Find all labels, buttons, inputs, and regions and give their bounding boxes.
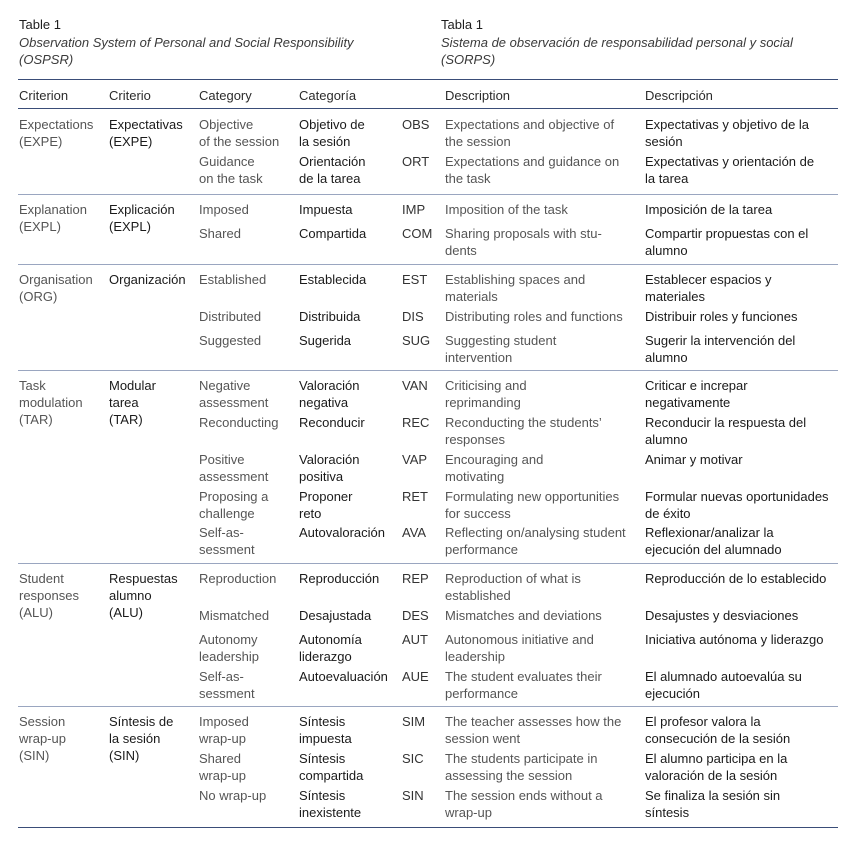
criterion-cell-line: wrap-up [19,731,66,746]
descripcion-cell-line: Criticar e increpar [645,378,748,393]
code-cell: SIC [402,751,424,766]
descripcion-cell [645,414,845,448]
descripcion-cell-line: de éxito [645,506,691,521]
descripcion-cell-line: Sugerir la intervención del [645,333,796,348]
description-cell-line: motivating [445,469,505,484]
descripcion-cell-line: Animar y motivar [645,452,743,467]
description-cell-line: assessing the session [445,768,573,783]
description-cell-line: intervention [445,350,513,365]
description-cell [445,787,641,821]
categoria-cell-line: Autovaloración [299,525,385,540]
description-cell-line: Mismatches and deviations [445,608,602,623]
descripcion-cell-line: alumno [645,432,688,447]
categoria-cell-line: Reconducir [299,415,365,430]
code-cell: SIM [402,714,426,729]
categoria-cell [299,524,399,541]
group-separator [18,563,838,564]
criterion-cell [19,377,109,428]
criterio-cell [109,713,197,764]
category-cell-line: Shared [199,751,241,766]
header-criterion: Criterion [19,88,69,103]
description-cell-line: Imposition of the task [445,202,568,217]
descripcion-cell [645,451,845,468]
categoria-cell-line: Síntesis [299,751,346,766]
category-cell-line: Self-as- [199,525,244,540]
descripcion-cell-line: El profesor valora la [645,714,761,729]
categoria-cell [299,225,399,242]
description-cell-line: established [445,588,511,603]
category-cell-line: Negative [199,378,251,393]
category-cell-line: Distributed [199,309,262,324]
description-cell [445,153,641,187]
code-cell: VAN [402,378,428,393]
description-cell-line: The teacher assesses how the [445,714,622,729]
categoria-cell [299,750,399,784]
description-cell [445,116,641,150]
category-cell-line: Shared [199,226,241,241]
categoria-cell [299,787,399,821]
description-cell-line: responses [445,432,505,447]
category-cell-line: Imposed [199,714,249,729]
header-description: Description [445,88,511,103]
code-cell: DES [402,608,429,623]
categoria-cell-line: Autonomía [299,632,362,647]
header-rule [18,108,838,109]
category-cell-line: of the session [199,134,280,149]
descripcion-cell-line: Expectativas y orientación de [645,154,815,169]
category-cell [199,225,295,242]
categoria-cell-line: Establecida [299,272,367,287]
category-cell [199,201,295,218]
criterion-cell-line: Explanation [19,202,87,217]
description-cell [445,271,641,305]
criterio-cell-line: (ALU) [109,605,143,620]
category-cell [199,332,295,349]
criterio-cell-line: (TAR) [109,412,143,427]
category-cell [199,607,295,624]
categoria-cell-line: compartida [299,768,364,783]
description-cell-line: The session ends without a [445,788,603,803]
category-cell [199,570,295,587]
description-cell-line: wrap-up [445,805,492,820]
categoria-cell [299,414,399,431]
criterion-cell-line: Student [19,571,64,586]
category-cell-line: No wrap-up [199,788,267,803]
code-cell: IMP [402,202,426,217]
criterio-cell-line: (EXPL) [109,219,151,234]
descripcion-cell-line: ejecución [645,686,700,701]
code-cell: SUG [402,333,431,348]
criterion-cell [19,201,109,235]
categoria-cell [299,488,399,522]
category-cell [199,631,295,665]
criterion-cell-line: (ALU) [19,605,53,620]
descripcion-cell-line: valoración de la sesión [645,768,778,783]
descripcion-cell [645,524,845,558]
categoria-cell-line: negativa [299,395,349,410]
descripcion-cell [645,116,845,150]
category-cell-line: Reconducting [199,415,279,430]
caption-spanish [441,16,841,69]
descripcion-cell [645,153,845,187]
descripcion-cell [645,631,845,648]
category-cell [199,488,295,522]
criterion-cell [19,713,109,764]
description-cell [445,524,641,558]
categoria-cell-line: reto [299,506,322,521]
criterio-cell-line: Modular [109,378,156,393]
category-cell-line: on the task [199,171,263,186]
group-separator [18,370,838,371]
category-cell [199,377,295,411]
descripcion-cell-line: consecución de la sesión [645,731,791,746]
criterio-cell [109,271,197,288]
descripcion-cell [645,488,845,522]
category-cell-line: leadership [199,649,259,664]
criterio-cell-line: tarea [109,395,139,410]
description-cell-line: leadership [445,649,505,664]
category-cell [199,451,295,485]
category-cell-line: Suggested [199,333,262,348]
descripcion-cell-line: alumno [645,243,688,258]
descripcion-cell-line: Desajustes y desviaciones [645,608,799,623]
descripcion-cell-line: síntesis [645,805,690,820]
description-cell-line: reprimanding [445,395,521,410]
description-cell-line: Reconducting the students’ [445,415,602,430]
description-cell-line: session went [445,731,521,746]
table-subtitle-en-line1: Observation System of Personal and Social Responsibility [19,34,354,50]
description-cell-line: Distributing roles and functions [445,309,623,324]
category-cell [199,524,295,558]
descripcion-cell [645,377,845,411]
category-cell-line: Proposing a [199,489,269,504]
category-cell-line: sessment [199,542,255,557]
category-cell-line: Self-as- [199,669,244,684]
descripcion-cell [645,713,845,747]
description-cell [445,451,641,485]
categoria-cell-line: Valoración [299,452,360,467]
code-cell: AUT [402,632,428,647]
descripcion-cell-line: Formular nuevas oportunidades [645,489,829,504]
description-cell [445,308,641,325]
criterio-cell-line: Explicación [109,202,175,217]
category-cell-line: Established [199,272,267,287]
criterio-cell-line: la sesión [109,731,161,746]
categoria-cell [299,607,399,624]
categoria-cell-line: positiva [299,469,344,484]
categoria-cell-line: Desajustada [299,608,372,623]
categoria-cell-line: Impuesta [299,202,353,217]
category-cell-line: Reproduction [199,571,277,586]
categoria-cell-line: Proponer [299,489,353,504]
descripcion-cell-line: El alumno participa en la [645,751,788,766]
category-cell [199,153,295,187]
criterion-cell-line: (ORG) [19,289,58,304]
descripcion-cell-line: Establecer espacios y [645,272,772,287]
criterio-cell-line: (SIN) [109,748,140,763]
category-cell [199,750,295,784]
categoria-cell [299,116,399,150]
category-cell-line: wrap-up [199,768,246,783]
description-cell-line: Criticising and [445,378,527,393]
code-cell: DIS [402,309,424,324]
table-bottom-rule [18,827,838,828]
descripcion-cell-line: Iniciativa autónoma y liderazgo [645,632,824,647]
categoria-cell-line: Síntesis [299,788,346,803]
description-cell-line: Encouraging and [445,452,544,467]
category-cell [199,668,295,702]
category-cell [199,414,295,431]
description-cell [445,750,641,784]
description-cell-line: Formulating new opportunities [445,489,620,504]
description-cell-line: the session [445,134,511,149]
description-cell [445,488,641,522]
descripcion-cell [645,668,845,702]
description-cell-line: for success [445,506,511,521]
categoria-cell-line: Autoevaluación [299,669,388,684]
category-cell-line: Guidance [199,154,255,169]
criterion-cell [19,570,109,621]
descripcion-cell [645,271,845,305]
descripcion-cell-line: sesión [645,134,683,149]
categoria-cell-line: Distribuida [299,309,361,324]
criterion-cell-line: (TAR) [19,412,53,427]
code-cell: REC [402,415,430,430]
description-cell-line: Sharing proposals with stu- [445,226,602,241]
header-descripcion: Descripción [645,88,713,103]
description-cell-line: Autonomous initiative and [445,632,594,647]
description-cell-line: dents [445,243,477,258]
criterio-cell-line: Síntesis de [109,714,174,729]
criterion-cell-line: (EXPE) [19,134,63,149]
description-cell-line: materials [445,289,498,304]
descripcion-cell-line: Reproducción de lo establecido [645,571,827,586]
code-cell: EST [402,272,428,287]
code-cell: SIN [402,788,424,803]
category-cell-line: Mismatched [199,608,270,623]
description-cell [445,713,641,747]
categoria-cell [299,631,399,665]
description-cell-line: performance [445,542,518,557]
category-cell-line: Imposed [199,202,249,217]
description-cell [445,631,641,665]
header-categoria: Categoría [299,88,357,103]
table-subtitle-es-line1: Sistema de observación de responsabilidad personal y social [441,34,793,50]
descripcion-cell-line: Distribuir roles y funciones [645,309,798,324]
table-title-en: Table 1 [19,17,61,32]
criterio-cell-line: (EXPE) [109,134,153,149]
category-cell [199,116,295,150]
categoria-cell [299,332,399,349]
header-criterio: Criterio [109,88,151,103]
categoria-cell [299,570,399,587]
descripcion-cell [645,750,845,784]
description-cell-line: Establishing spaces and [445,272,586,287]
description-cell-line: performance [445,686,518,701]
code-cell: AVA [402,525,427,540]
categoria-cell-line: Síntesis [299,714,346,729]
criterio-cell-line: Respuestas [109,571,178,586]
criterio-cell [109,570,197,621]
code-cell: COM [402,226,433,241]
category-cell-line: assessment [199,395,269,410]
description-cell-line: Reflecting on/analysing student [445,525,626,540]
criterio-cell-line: Expectativas [109,117,183,132]
criterio-cell-line: alumno [109,588,152,603]
criterion-cell-line: (EXPL) [19,219,61,234]
categoria-cell-line: Sugerida [299,333,352,348]
descripcion-cell-line: materiales [645,289,705,304]
categoria-cell [299,201,399,218]
description-cell-line: Expectations and objective of [445,117,615,132]
group-separator [18,706,838,707]
category-cell-line: sessment [199,686,255,701]
code-cell: REP [402,571,429,586]
criterio-cell [109,116,197,150]
descripcion-cell-line: ejecución del alumnado [645,542,782,557]
category-cell-line: Autonomy [199,632,258,647]
criterio-cell [109,377,197,428]
description-cell-line: Suggesting student [445,333,557,348]
descripcion-cell-line: la tarea [645,171,689,186]
categoria-cell [299,713,399,747]
category-cell-line: challenge [199,506,255,521]
descripcion-cell-line: negativamente [645,395,731,410]
criterion-cell [19,271,109,305]
code-cell: AUE [402,669,429,684]
caption-english [19,16,399,69]
descripcion-cell-line: Expectativas y objetivo de la [645,117,810,132]
criterion-cell-line: (SIN) [19,748,50,763]
categoria-cell-line: impuesta [299,731,352,746]
description-cell-line: Reproduction of what is [445,571,581,586]
categoria-cell-line: Reproducción [299,571,380,586]
group-separator [18,264,838,265]
categoria-cell-line: inexistente [299,805,362,820]
categoria-cell [299,153,399,187]
description-cell [445,377,641,411]
group-separator [18,194,838,195]
description-cell-line: Expectations and guidance on [445,154,620,169]
table-subtitle-en-line2: (OSPSR) [19,52,74,67]
category-cell-line: wrap-up [199,731,246,746]
descripcion-cell [645,201,845,218]
categoria-cell-line: de la tarea [299,171,361,186]
descripcion-cell-line: Imposición de la tarea [645,202,773,217]
categoria-cell-line: liderazgo [299,649,352,664]
code-cell: ORT [402,154,430,169]
category-cell-line: Positive [199,452,245,467]
category-cell [199,271,295,288]
description-cell [445,607,641,624]
descripcion-cell-line: alumno [645,350,688,365]
descripcion-cell [645,332,845,366]
criterion-cell-line: Session [19,714,66,729]
categoria-cell [299,668,399,685]
categoria-cell-line: Valoración [299,378,360,393]
descripcion-cell [645,607,845,624]
table-title-es: Tabla 1 [441,17,483,32]
descripcion-cell-line: El alumnado autoevalúa su [645,669,802,684]
descripcion-cell-line: Compartir propuestas con el [645,226,809,241]
categoria-cell-line: Objetivo de [299,117,365,132]
code-cell: VAP [402,452,428,467]
description-cell-line: The student evaluates their [445,669,602,684]
category-cell [199,787,295,804]
criterion-cell-line: Expectations [19,117,94,132]
header-category: Category [199,88,252,103]
descripcion-cell [645,570,845,587]
category-cell [199,713,295,747]
criterio-cell-line: Organización [109,272,186,287]
criterion-cell-line: Task [19,378,46,393]
description-cell [445,201,641,218]
description-cell [445,225,641,259]
category-cell-line: Objective [199,117,254,132]
criterio-cell [109,201,197,235]
categoria-cell-line: Orientación [299,154,366,169]
criterion-cell-line: Organisation [19,272,93,287]
categoria-cell [299,377,399,411]
criterion-cell-line: responses [19,588,79,603]
categoria-cell-line: Compartida [299,226,367,241]
description-cell [445,332,641,366]
table-subtitle-es-line2: (SORPS) [441,52,496,67]
descripcion-cell-line: Reflexionar/analizar la [645,525,774,540]
categoria-cell-line: la sesión [299,134,351,149]
categoria-cell [299,451,399,485]
description-cell [445,570,641,604]
criterion-cell [19,116,109,150]
categoria-cell [299,271,399,288]
description-cell-line: The students participate in [445,751,598,766]
code-cell: OBS [402,117,430,132]
description-cell [445,414,641,448]
descripcion-cell [645,225,845,259]
descripcion-cell [645,308,845,325]
description-cell [445,668,641,702]
category-cell-line: assessment [199,469,269,484]
descripcion-cell [645,787,845,821]
table-top-rule [18,79,838,80]
description-cell-line: the task [445,171,491,186]
categoria-cell [299,308,399,325]
criterion-cell-line: modulation [19,395,83,410]
descripcion-cell-line: Reconducir la respuesta del [645,415,807,430]
descripcion-cell-line: Se finaliza la sesión sin [645,788,781,803]
category-cell [199,308,295,325]
code-cell: RET [402,489,428,504]
